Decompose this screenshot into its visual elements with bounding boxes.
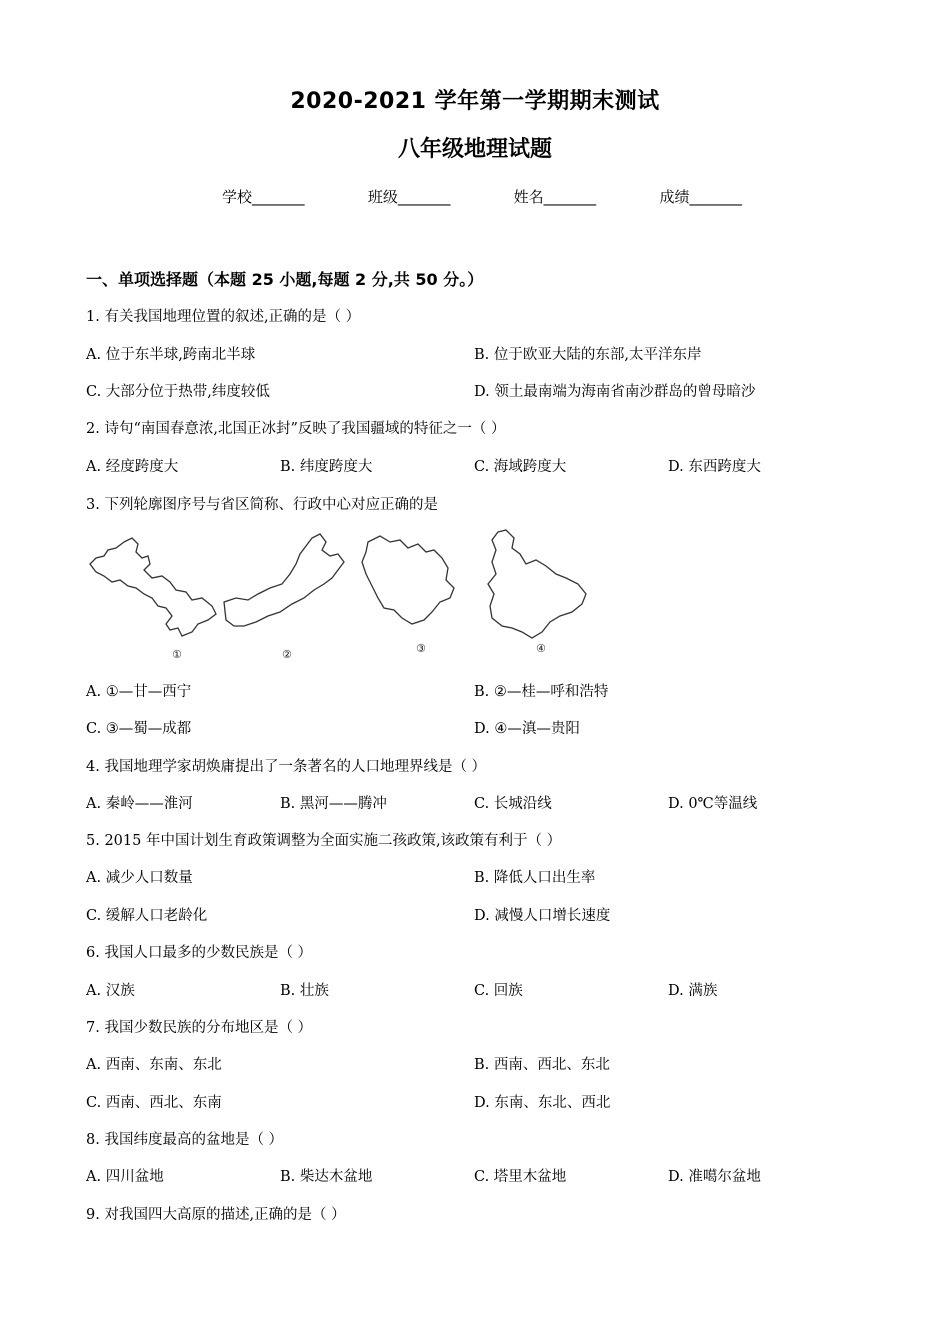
question-5-option-c: C. 缓解人口老龄化	[86, 908, 208, 924]
question-7-option-d: D. 东南、东北、西北	[474, 1095, 611, 1111]
question-8-option-c: C. 塔里木盆地	[474, 1169, 567, 1185]
question-4-option-a: A. 秦岭——淮河	[86, 796, 193, 812]
question-1-stem: 1. 有关我国地理位置的叙述,正确的是（ ）	[86, 309, 361, 325]
question-1-option-a: A. 位于东半球,跨南北半球	[86, 347, 256, 363]
province-outline-3	[362, 536, 454, 624]
exam-subtitle: 八年级地理试题	[397, 137, 552, 162]
question-8-option-d: D. 准噶尔盆地	[668, 1169, 761, 1185]
question-3-stem: 3. 下列轮廓图序号与省区简称、行政中心对应正确的是	[86, 497, 438, 513]
province-outline-maps	[86, 528, 606, 663]
name-field: 姓名_______	[513, 188, 597, 206]
province-outline-4	[488, 530, 586, 638]
question-2-stem: 2. 诗句“南国春意浓,北国正冰封”反映了我国疆域的特征之一（ ）	[86, 421, 506, 437]
question-2-option-a: A. 经度跨度大	[86, 459, 179, 475]
map-label-4: ④	[536, 642, 546, 655]
question-7-option-c: C. 西南、西北、东南	[86, 1095, 222, 1111]
question-1-option-b: B. 位于欧亚大陆的东部,太平洋东岸	[474, 347, 702, 363]
question-8-stem: 8. 我国纬度最高的盆地是（ ）	[86, 1132, 284, 1148]
map-label-3: ③	[416, 642, 426, 655]
question-2-option-d: D. 东西跨度大	[668, 459, 761, 475]
question-5-option-a: A. 减少人口数量	[86, 870, 193, 886]
map-label-2: ②	[282, 648, 292, 661]
question-6-option-c: C. 回族	[474, 983, 523, 999]
question-4-stem: 4. 我国地理学家胡焕庸提出了一条著名的人口地理界线是（ ）	[86, 759, 487, 775]
question-6-option-b: B. 壮族	[280, 983, 329, 999]
question-3-option-d: D. ④—滇—贵阳	[474, 721, 580, 737]
question-3-option-a: A. ①—甘—西宁	[86, 684, 192, 700]
question-2-option-b: B. 纬度跨度大	[280, 459, 373, 475]
province-outline-svg	[86, 528, 606, 663]
score-field: 成绩_______	[659, 188, 742, 206]
question-8-option-a: A. 四川盆地	[86, 1169, 164, 1185]
question-5-option-b: B. 降低人口出生率	[474, 870, 596, 886]
question-6-stem: 6. 我国人口最多的少数民族是（ ）	[86, 945, 313, 961]
question-6-option-d: D. 满族	[668, 983, 718, 999]
question-4-option-d: D. 0℃等温线	[668, 796, 758, 812]
question-6-option-a: A. 汉族	[86, 983, 135, 999]
map-label-1: ①	[172, 648, 182, 661]
question-4-option-c: C. 长城沿线	[474, 796, 552, 812]
question-9-stem: 9. 对我国四大高原的描述,正确的是（ ）	[86, 1207, 346, 1223]
school-field: 学校_______	[222, 188, 305, 206]
province-outline-2	[224, 534, 344, 626]
student-info-row	[222, 186, 742, 207]
question-1-option-d: D. 领土最南端为海南省南沙群岛的曾母暗沙	[474, 384, 756, 400]
class-field: 班级_______	[367, 188, 451, 206]
question-7-stem: 7. 我国少数民族的分布地区是（ ）	[86, 1020, 313, 1036]
question-5-stem: 5. 2015 年中国计划生育政策调整为全面实施二孩政策,该政策有利于（ ）	[86, 833, 562, 849]
province-outline-1	[90, 538, 216, 636]
question-2-option-c: C. 海域跨度大	[474, 459, 567, 475]
exam-title: 2020-2021 学年第一学期期末测试	[290, 89, 660, 114]
question-3-option-c: C. ③—蜀—成都	[86, 721, 192, 737]
question-5-option-d: D. 减慢人口增长速度	[474, 908, 611, 924]
question-1-option-c: C. 大部分位于热带,纬度较低	[86, 384, 270, 400]
question-7-option-b: B. 西南、西北、东北	[474, 1057, 610, 1073]
question-7-option-a: A. 西南、东南、东北	[86, 1057, 222, 1073]
question-4-option-b: B. 黑河——腾冲	[280, 796, 387, 812]
section-heading: 一、单项选择题（本题 25 小题,每题 2 分,共 50 分。）	[86, 270, 484, 289]
question-3-option-b: B. ②—桂—呼和浩特	[474, 684, 609, 700]
question-8-option-b: B. 柴达木盆地	[280, 1169, 373, 1185]
